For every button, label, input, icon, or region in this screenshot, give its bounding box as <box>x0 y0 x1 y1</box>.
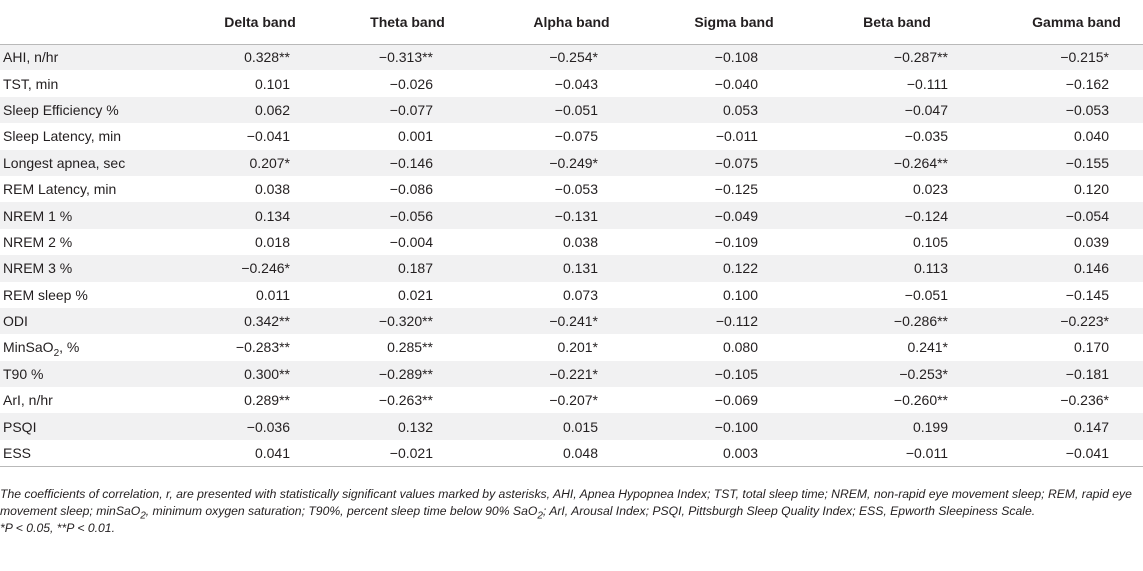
table-cell: −0.056 <box>326 202 489 228</box>
table-cell: −0.054 <box>980 202 1143 228</box>
table-cell: 0.023 <box>814 176 980 202</box>
table-cell: −0.111 <box>814 70 980 96</box>
table-cell: 0.300** <box>164 361 326 387</box>
table-body <box>0 44 1143 466</box>
table-cell: −0.131 <box>489 202 654 228</box>
table-cell: 0.170 <box>980 334 1143 360</box>
table-cell: 0.003 <box>654 440 814 466</box>
footnote-significance: *P < 0.05, **P < 0.01. <box>0 521 115 535</box>
table-cell: −0.207* <box>489 387 654 413</box>
row-label: NREM 2 % <box>0 229 164 255</box>
table-cell: −0.011 <box>654 123 814 149</box>
table-cell: 0.001 <box>326 123 489 149</box>
table-cell: 0.038 <box>164 176 326 202</box>
row-label: NREM 3 % <box>0 255 164 281</box>
table-cell: 0.040 <box>980 123 1143 149</box>
table-cell: −0.181 <box>980 361 1143 387</box>
header-row <box>0 0 1143 44</box>
table-cell: −0.011 <box>814 440 980 466</box>
table-cell: −0.253* <box>814 361 980 387</box>
header-beta-band: Beta band <box>814 0 980 44</box>
table-cell: −0.286** <box>814 308 980 334</box>
row-label: REM Latency, min <box>0 176 164 202</box>
table-cell: −0.004 <box>326 229 489 255</box>
table-cell: −0.021 <box>326 440 489 466</box>
row-label: ODI <box>0 308 164 334</box>
table-cell: −0.041 <box>164 123 326 149</box>
table-cell: −0.162 <box>980 70 1143 96</box>
table-cell: −0.146 <box>326 150 489 176</box>
table-cell: 0.113 <box>814 255 980 281</box>
header-sigma-band: Sigma band <box>654 0 814 44</box>
table-row <box>0 123 1143 149</box>
table-cell: 0.289** <box>164 387 326 413</box>
table-cell: −0.105 <box>654 361 814 387</box>
table-cell: −0.215* <box>980 44 1143 70</box>
table-cell: 0.207* <box>164 150 326 176</box>
table-cell: 0.342** <box>164 308 326 334</box>
table-cell: −0.049 <box>654 202 814 228</box>
table-cell: −0.236* <box>980 387 1143 413</box>
table-cell: −0.241* <box>489 308 654 334</box>
table-cell: −0.263** <box>326 387 489 413</box>
table-cell: −0.313** <box>326 44 489 70</box>
row-label: PSQI <box>0 413 164 439</box>
table-row <box>0 229 1143 255</box>
table-cell: 0.146 <box>980 255 1143 281</box>
table-footnotes <box>0 486 1140 537</box>
table-cell: 0.039 <box>980 229 1143 255</box>
row-label-main: MinSaO <box>3 339 54 356</box>
table-cell: −0.026 <box>326 70 489 96</box>
table-row <box>0 334 1143 360</box>
table-cell: 0.018 <box>164 229 326 255</box>
table-cell: 0.131 <box>489 255 654 281</box>
table-header <box>0 0 1143 44</box>
table-cell: 0.080 <box>654 334 814 360</box>
header-alpha-band: Alpha band <box>489 0 654 44</box>
table-cell: −0.041 <box>980 440 1143 466</box>
table-cell: −0.075 <box>489 123 654 149</box>
table-cell: −0.075 <box>654 150 814 176</box>
row-label: TST, min <box>0 70 164 96</box>
table-row <box>0 361 1143 387</box>
table-cell: 0.073 <box>489 282 654 308</box>
table-cell: 0.021 <box>326 282 489 308</box>
table-row <box>0 70 1143 96</box>
table-cell: 0.134 <box>164 202 326 228</box>
table-cell: −0.069 <box>654 387 814 413</box>
table-cell: 0.132 <box>326 413 489 439</box>
table-cell: 0.241* <box>814 334 980 360</box>
table-row <box>0 282 1143 308</box>
table-cell: −0.109 <box>654 229 814 255</box>
table-cell: 0.041 <box>164 440 326 466</box>
header-theta-band: Theta band <box>326 0 489 44</box>
row-label: REM sleep % <box>0 282 164 308</box>
table-cell: −0.223* <box>980 308 1143 334</box>
table-cell: 0.122 <box>654 255 814 281</box>
table-cell: −0.249* <box>489 150 654 176</box>
table-cell: −0.086 <box>326 176 489 202</box>
table-cell: −0.053 <box>489 176 654 202</box>
table-cell: 0.062 <box>164 97 326 123</box>
footnote-part-2: , minimum oxygen saturation; T90%, percent sleep time below 90% SaO <box>145 504 538 518</box>
table-row <box>0 413 1143 439</box>
table-cell: −0.283** <box>164 334 326 360</box>
table-cell: 0.048 <box>489 440 654 466</box>
table-row <box>0 308 1143 334</box>
row-label: ESS <box>0 440 164 466</box>
table-cell: −0.287** <box>814 44 980 70</box>
table-cell: −0.260** <box>814 387 980 413</box>
table-cell: 0.015 <box>489 413 654 439</box>
header-corner <box>0 0 164 44</box>
table-cell: −0.246* <box>164 255 326 281</box>
row-label-subscript: 2 <box>53 348 60 360</box>
table-cell: 0.120 <box>980 176 1143 202</box>
table-cell: −0.077 <box>326 97 489 123</box>
header-gamma-band: Gamma band <box>980 0 1143 44</box>
table-cell: −0.040 <box>654 70 814 96</box>
table-cell: −0.035 <box>814 123 980 149</box>
table-cell: −0.254* <box>489 44 654 70</box>
table-cell: −0.036 <box>164 413 326 439</box>
table-cell: −0.124 <box>814 202 980 228</box>
row-label: NREM 1 % <box>0 202 164 228</box>
table-row <box>0 176 1143 202</box>
footnote-abbreviations <box>0 486 1140 520</box>
row-label: Longest apnea, sec <box>0 150 164 176</box>
table-row <box>0 255 1143 281</box>
table-cell: 0.053 <box>654 97 814 123</box>
row-label-tail: , % <box>59 339 80 356</box>
table-row <box>0 387 1143 413</box>
table-cell: −0.221* <box>489 361 654 387</box>
table-cell: 0.011 <box>164 282 326 308</box>
table-cell: −0.047 <box>814 97 980 123</box>
table-cell: 0.105 <box>814 229 980 255</box>
table-cell: −0.051 <box>489 97 654 123</box>
table-row <box>0 440 1143 466</box>
header-delta-band: Delta band <box>164 0 326 44</box>
table-cell: −0.051 <box>814 282 980 308</box>
row-label: T90 % <box>0 361 164 387</box>
table-cell: −0.053 <box>980 97 1143 123</box>
table-cell: 0.328** <box>164 44 326 70</box>
table-cell: −0.155 <box>980 150 1143 176</box>
table-cell: 0.147 <box>980 413 1143 439</box>
table-row <box>0 150 1143 176</box>
row-label <box>0 334 164 360</box>
row-label: AHI, n/hr <box>0 44 164 70</box>
table-cell: −0.125 <box>654 176 814 202</box>
table-cell: −0.100 <box>654 413 814 439</box>
table-cell: −0.043 <box>489 70 654 96</box>
table-cell: −0.264** <box>814 150 980 176</box>
table-cell: −0.108 <box>654 44 814 70</box>
table-cell: 0.100 <box>654 282 814 308</box>
table-cell: 0.101 <box>164 70 326 96</box>
footnote-subscript-2: 2 <box>537 510 543 522</box>
table-cell: −0.320** <box>326 308 489 334</box>
row-label: Sleep Efficiency % <box>0 97 164 123</box>
table-cell: 0.201* <box>489 334 654 360</box>
footnote-subscript-1: 2 <box>140 510 146 522</box>
row-label: Sleep Latency, min <box>0 123 164 149</box>
table-row <box>0 44 1143 70</box>
table-row <box>0 97 1143 123</box>
table-cell: −0.145 <box>980 282 1143 308</box>
row-label: ArI, n/hr <box>0 387 164 413</box>
table-cell: 0.199 <box>814 413 980 439</box>
table-row <box>0 202 1143 228</box>
footnote-part-1: The coefficients of correlation, r, are presented with statistically significant values marked by asterisks, AHI, Apnea Hypopnea Index; TST, total sleep time; NREM, non-rapid eye movement sleep; REM, rapid eye movement sleep; minSaO <box>0 487 1132 518</box>
table-cell: −0.112 <box>654 308 814 334</box>
table-cell: 0.187 <box>326 255 489 281</box>
footnote-part-3: ; ArI, Arousal Index; PSQI, Pittsburgh Sleep Quality Index; ESS, Epworth Sleepiness Scale. <box>542 504 1036 518</box>
table-cell: 0.285** <box>326 334 489 360</box>
table-cell: −0.289** <box>326 361 489 387</box>
table-cell: 0.038 <box>489 229 654 255</box>
